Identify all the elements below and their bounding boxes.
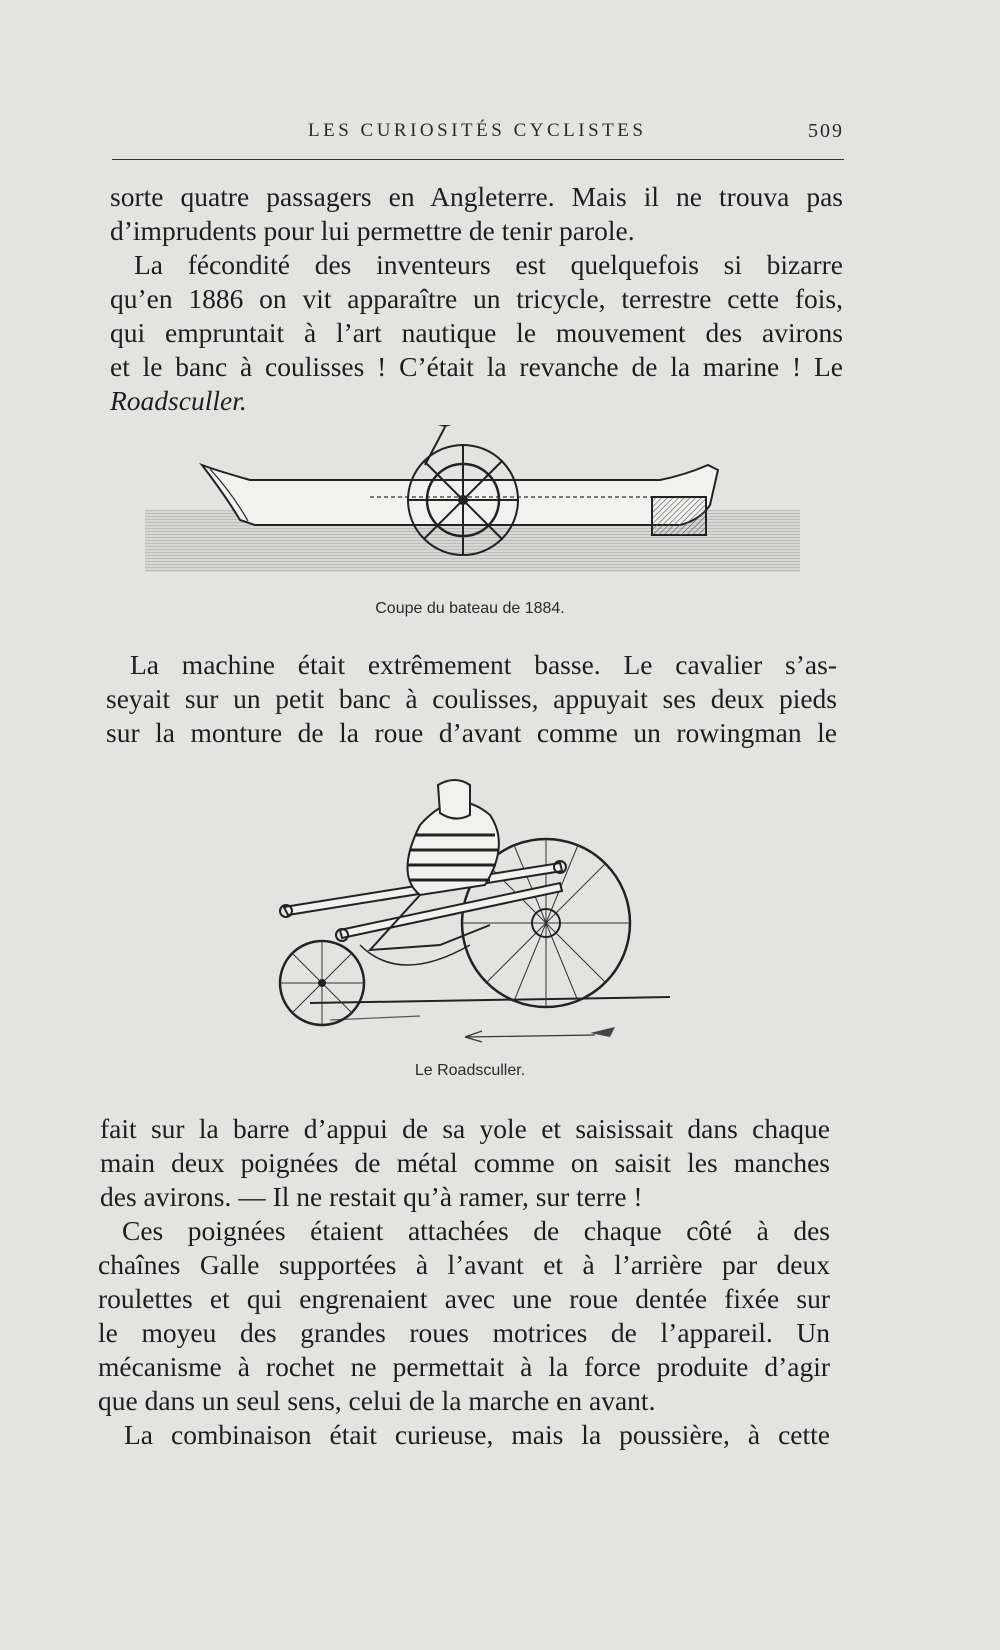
figure-caption: Coupe du bateau de 1884. xyxy=(375,600,565,617)
text-line: des avirons. — Il ne restait qu’à ramer, sur terre ! xyxy=(100,1181,643,1212)
header-rule xyxy=(112,159,844,160)
paragraph-2 xyxy=(110,248,843,418)
text-line: seyait sur un petit banc à coulisses, appuyait ses deux pieds xyxy=(106,683,837,714)
boat-illustration xyxy=(140,425,810,590)
figure-caption: Le Roadsculler. xyxy=(414,1062,526,1079)
text-line: roulettes et qui engrenaient avec une roue dentée fixée sur xyxy=(98,1283,830,1314)
text-line: et le banc à coulisses ! C’était la revanche de la marine ! Le xyxy=(110,351,843,382)
paragraph-6 xyxy=(100,1418,830,1452)
running-title: LES CURIOSITÉS CYCLISTES xyxy=(308,120,647,141)
text-line: La combinaison était curieuse, mais la poussière, à cette xyxy=(124,1419,830,1450)
text-line: Roadsculler. xyxy=(110,385,247,416)
roadsculler-illustration xyxy=(270,775,670,1050)
text-line: main deux poignées de métal comme on saisit les manches xyxy=(100,1147,830,1178)
text-line: qui empruntait à l’art nautique le mouvement des avirons xyxy=(110,317,843,348)
text-line: chaînes Galle supportées à l’avant et à l’arrière par deux xyxy=(98,1249,830,1280)
page-number: 509 xyxy=(808,120,844,142)
running-head xyxy=(112,116,844,150)
text-line: sorte quatre passagers en Angleterre. Mais il ne trouva pas xyxy=(110,181,843,212)
text-line: Ces poignées étaient attachées de chaque côté à des xyxy=(122,1215,830,1246)
paragraph-5 xyxy=(98,1214,830,1418)
paragraph-3 xyxy=(106,648,837,750)
text-line: que dans un seul sens, celui de la marche en avant. xyxy=(98,1385,656,1416)
paragraph-1 xyxy=(110,180,843,248)
text-line: La machine était extrêmement basse. Le cavalier s’as- xyxy=(130,649,837,680)
text-line: qu’en 1886 on vit apparaître un tricycle, terrestre cette fois, xyxy=(110,283,843,314)
text-line: d’imprudents pour lui permettre de tenir parole. xyxy=(110,215,635,246)
text-line: le moyeu des grandes roues motrices de l’appareil. Un xyxy=(98,1317,830,1348)
text-line: sur la monture de la roue d’avant comme un rowingman le xyxy=(106,717,837,748)
text-line: mécanisme à rochet ne permettait à la force produite d’agir xyxy=(98,1351,830,1382)
paragraph-4 xyxy=(100,1112,830,1214)
text-line: La fécondité des inventeurs est quelquefois si bizarre xyxy=(134,249,843,280)
text-line: fait sur la barre d’appui de sa yole et saisissait dans chaque xyxy=(100,1113,830,1144)
